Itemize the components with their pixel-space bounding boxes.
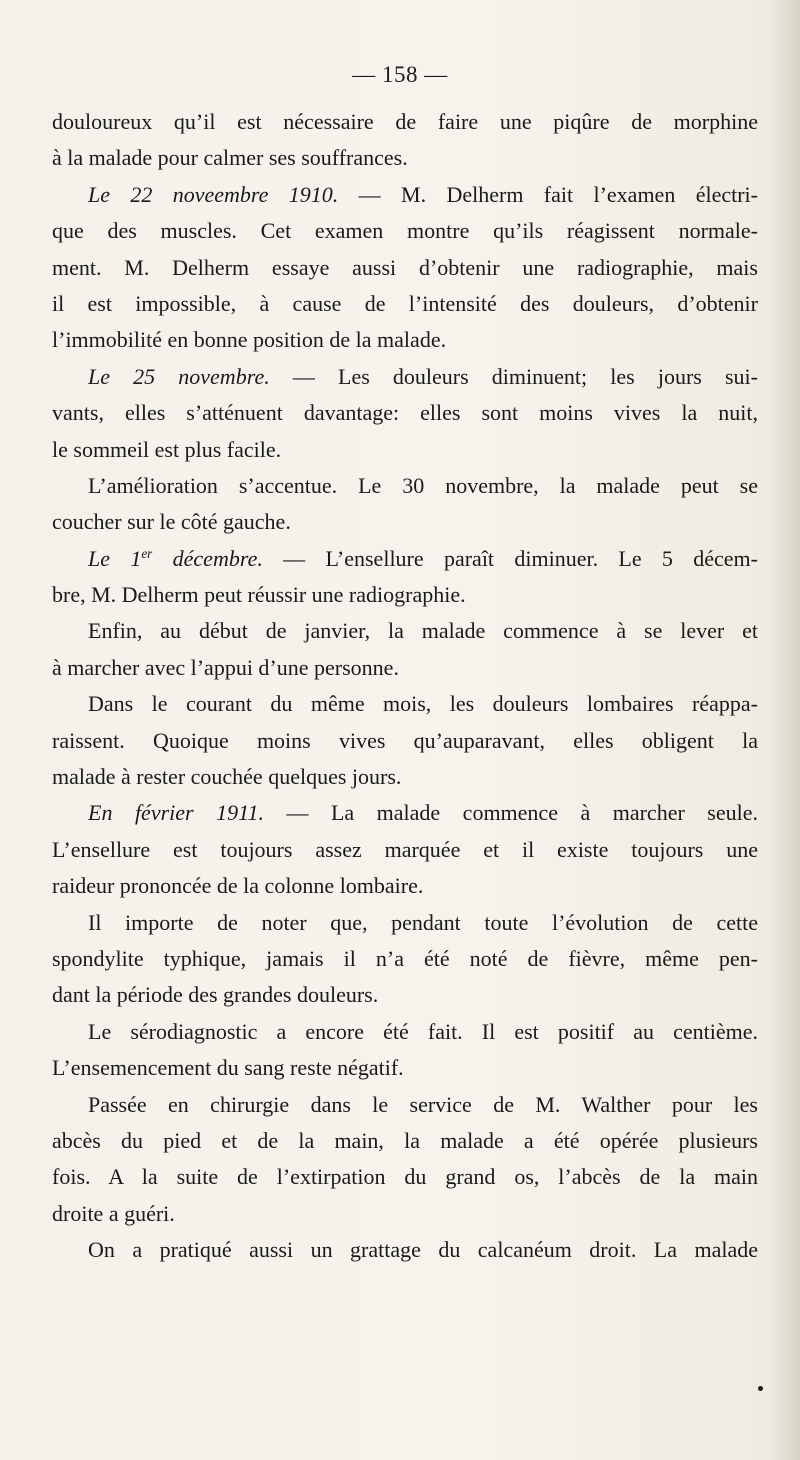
text-line (52, 1123, 758, 1159)
line-text: abcès du pied et de la main, la malade a été opérée plusieurs (52, 1127, 758, 1153)
text-line (52, 1159, 758, 1195)
text-line (52, 868, 758, 904)
line-text: droite a guéri. (52, 1200, 175, 1226)
text-line (52, 1014, 758, 1050)
ink-speck (758, 1386, 763, 1391)
text-line (52, 468, 758, 504)
line-text: que des muscles. Cet examen montre qu’ils réagissent normale- (52, 218, 758, 244)
text-line (52, 1050, 758, 1086)
line-text: — L’ensellure paraît diminuer. Le 5 décem- (262, 545, 758, 571)
line-text: raideur prononcée de la colonne lombaire. (52, 873, 424, 899)
page-number: — 158 — (352, 62, 448, 87)
line-text: à la malade pour calmer ses souffrances. (52, 145, 408, 171)
text-line (52, 905, 758, 941)
text-line (52, 577, 758, 613)
text-line (52, 832, 758, 868)
text-line (52, 213, 758, 249)
text-line (52, 686, 758, 722)
text-line (52, 941, 758, 977)
line-text: Dans le courant du même mois, les douleurs lombaires réappa- (88, 691, 758, 717)
body-text (52, 104, 758, 1269)
text-line (52, 1232, 758, 1268)
text-line (52, 359, 758, 395)
line-text: coucher sur le côté gauche. (52, 509, 291, 535)
line-text: — M. Delherm fait l’examen électri- (338, 181, 758, 207)
line-text: le sommeil est plus facile. (52, 436, 282, 462)
line-text: L’ensemencement du sang reste négatif. (52, 1055, 404, 1081)
line-text: Passée en chirurgie dans le service de M. Walther pour les (88, 1091, 758, 1117)
text-line (52, 286, 758, 322)
text-line (52, 650, 758, 686)
date-heading: Le 1 (88, 545, 142, 571)
line-text: L’ensellure est toujours assez marquée et il existe toujours une (52, 836, 758, 862)
line-text: — Les douleurs diminuent; les jours sui- (269, 363, 758, 389)
line-text: ment. M. Delherm essaye aussi d’obtenir une radiographie, mais (52, 254, 758, 280)
line-text: il est impossible, à cause de l’intensité des douleurs, d’obtenir (52, 290, 758, 316)
text-line (52, 541, 758, 577)
text-line (52, 977, 758, 1013)
line-text: spondylite typhique, jamais il n’a été noté de fièvre, même pen- (52, 945, 758, 971)
line-text: à marcher avec l’appui d’une personne. (52, 654, 399, 680)
text-line (52, 795, 758, 831)
line-text: douloureux qu’il est nécessaire de faire une piqûre de morphine (52, 109, 758, 134)
date-heading: décembre. (152, 545, 263, 571)
text-line (52, 177, 758, 213)
line-text: malade à rester couchée quelques jours. (52, 764, 402, 790)
text-line (52, 1087, 758, 1123)
text-line (52, 759, 758, 795)
text-line (52, 504, 758, 540)
line-text: fois. A la suite de l’extirpation du grand os, l’abcès de la main (52, 1164, 758, 1190)
line-text: bre, M. Delherm peut réussir une radiographie. (52, 582, 466, 608)
line-text: Enfin, au début de janvier, la malade commence à se lever et (88, 618, 758, 644)
line-text: L’amélioration s’accentue. Le 30 novembre, la malade peut se (88, 472, 758, 498)
date-heading: En février 1911. (88, 800, 264, 826)
date-heading: Le 25 novembre. (88, 363, 270, 389)
text-line (52, 250, 758, 286)
text-line (52, 322, 758, 358)
line-text: — La malade commence à marcher seule. (263, 800, 758, 826)
line-text: On a pratiqué aussi un grattage du calcanéum droit. La malade (88, 1237, 758, 1263)
line-text: Le sérodiagnostic a encore été fait. Il est positif au centième. (88, 1018, 758, 1044)
ordinal-superscript: er (141, 545, 153, 561)
text-line (52, 432, 758, 468)
text-line (52, 395, 758, 431)
text-line (52, 1196, 758, 1232)
line-text: l’immobilité en bonne position de la malade. (52, 327, 447, 353)
text-line (52, 140, 758, 176)
line-text: Il importe de noter que, pendant toute l’évolution de cette (88, 909, 758, 935)
line-text: raissent. Quoique moins vives qu’auparavant, elles obligent la (52, 727, 758, 753)
text-line (52, 613, 758, 649)
text-line (52, 104, 758, 140)
line-text: dant la période des grandes douleurs. (52, 982, 379, 1008)
text-line (52, 723, 758, 759)
date-heading: Le 22 noveembre 1910. (88, 181, 339, 207)
line-text: vants, elles s’atténuent davantage: elles sont moins vives la nuit, (52, 400, 758, 426)
